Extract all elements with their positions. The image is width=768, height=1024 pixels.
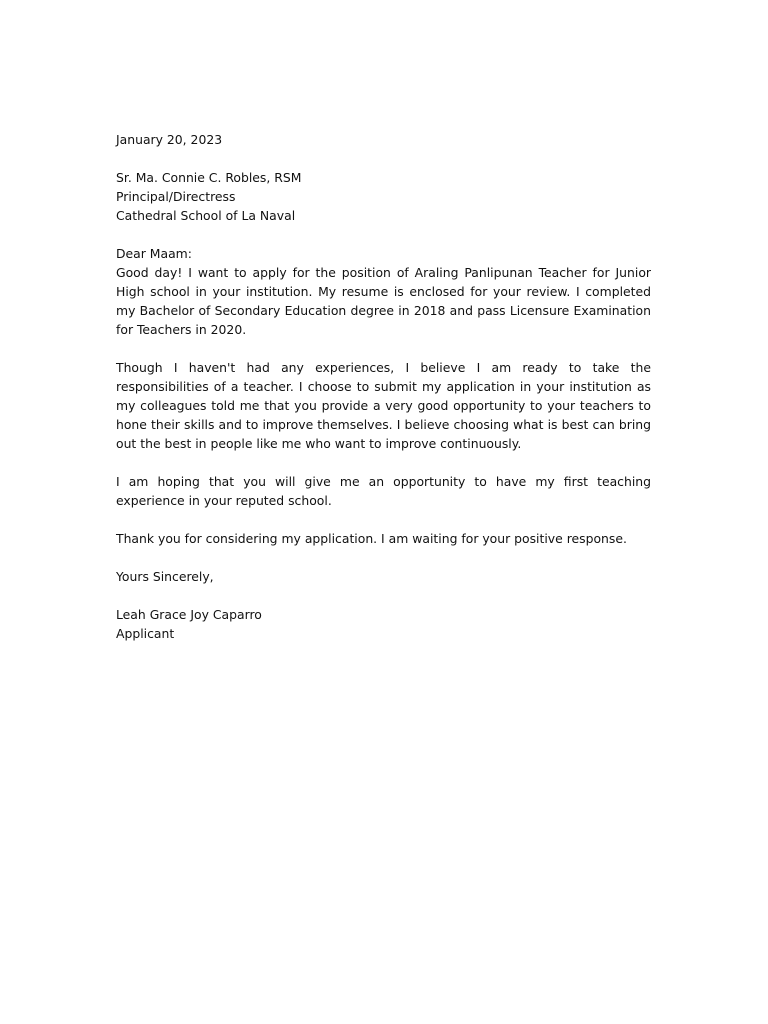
spacer — [116, 548, 651, 567]
spacer — [116, 225, 651, 244]
recipient-school: Cathedral School of La Naval — [116, 208, 296, 223]
spacer — [116, 149, 651, 168]
body-paragraph-1: Good day! I want to apply for the position of Araling Panlipunan Teacher for Junior High school in your institution. My resume is enclosed for your review. I completed my Bachelor of Secondary Education degree in 2018 and pass Licensure Examination for Teachers in 2020. — [116, 265, 651, 337]
spacer — [116, 510, 651, 529]
body-paragraph-2: Though I haven't had any experiences, I believe I am ready to take the responsibilities of a teacher. I choose to submit my application in your institution as my colleagues told me that you provide a very good opportunity to your teachers to hone their skills and to improve themselves. I believe choosing what is best can bring out the best in people like me who want to improve continuously. — [116, 360, 651, 451]
recipient-name: Sr. Ma. Connie C. Robles, RSM — [116, 170, 302, 185]
spacer — [116, 453, 651, 472]
body-paragraph-3: I am hoping that you will give me an opportunity to have my first teaching experience in your reputed school. — [116, 474, 651, 508]
application-letter — [116, 130, 651, 643]
closing: Yours Sincerely, — [116, 569, 214, 584]
spacer — [116, 586, 651, 605]
recipient-title: Principal/Directress — [116, 189, 236, 204]
salutation: Dear Maam: — [116, 246, 192, 261]
spacer — [116, 339, 651, 358]
letter-date: January 20, 2023 — [116, 132, 223, 147]
sender-role: Applicant — [116, 626, 175, 641]
sender-name: Leah Grace Joy Caparro — [116, 607, 262, 622]
body-paragraph-4: Thank you for considering my application. I am waiting for your positive response. — [116, 531, 627, 546]
